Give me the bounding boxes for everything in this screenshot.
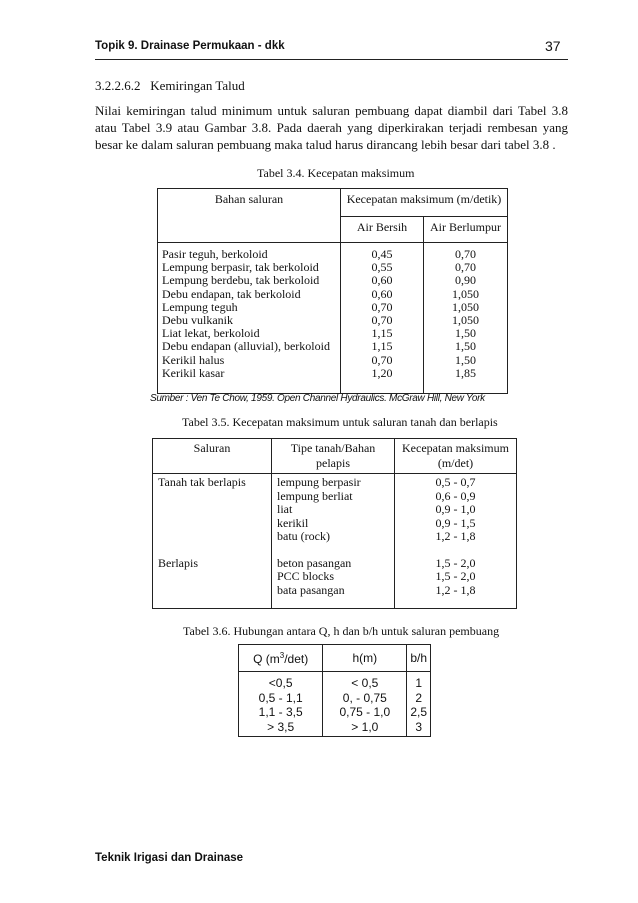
body-paragraph: Nilai kemiringan talud minimum untuk saluran pembuang dapat diambil dari Tabel 3.8 atau Tabel 3.9 atau Gambar 3.8. Pada daerah yang diperkirakan terjadi rembesan yang besar ke dalam saluran pembuang maka talud harus dirancang lebih besar dari tabel 3.8 . <box>95 103 568 152</box>
list-item: kerikil <box>277 515 309 530</box>
list-item: 1,50 <box>455 339 476 354</box>
t36-header-q-text: Q (m <box>253 651 280 666</box>
list-item: 1,15 <box>371 326 393 341</box>
list-item: Debu vulkanik <box>162 313 233 328</box>
list-item: 1,050 <box>452 286 479 301</box>
t35-type-column <box>272 474 395 609</box>
list-item: Lempung teguh <box>162 299 238 314</box>
table34-caption: Tabel 3.4. Kecepatan maksimum <box>257 166 415 180</box>
t34-muddy-column <box>424 243 508 394</box>
list-item: 0,6 - 0,9 <box>435 488 476 503</box>
list-item: > 3,5 <box>267 719 295 734</box>
list-item: Debu endapan (alluvial), berkoloid <box>162 339 330 354</box>
t36-header-q <box>239 645 323 672</box>
list-item: 1,5 - 2,0 <box>435 555 476 570</box>
t36-header-bh: b/h <box>407 645 431 672</box>
t35-velocity-column <box>395 474 517 609</box>
list-item: 0,70 <box>371 352 393 367</box>
list-item: PCC blocks <box>277 569 335 583</box>
list-item: < 0,5 <box>351 676 379 690</box>
table35-caption: Tabel 3.5. Kecepatan maksimum untuk saluran tanah dan berlapis <box>182 415 498 429</box>
list-item: 1,15 <box>371 339 393 354</box>
list-item: 0,70 <box>455 247 476 261</box>
list-item: 0,70 <box>371 299 393 314</box>
t35-header-velocity-line2: (m/det) <box>437 456 474 470</box>
running-footer: Teknik Irigasi dan Drainase <box>95 852 244 864</box>
list-item: <0,5 <box>268 676 293 690</box>
section-number: 3.2.2.6.2 <box>95 78 141 93</box>
t35-channel-column <box>153 474 272 609</box>
t35-header-type-line2: pelapis <box>316 456 350 470</box>
table36-caption: Tabel 3.6. Hubungan antara Q, h dan b/h untuk saluran pembuang <box>183 624 500 638</box>
list-item: batu (rock) <box>277 529 330 543</box>
table-3-6 <box>238 644 431 737</box>
table-3-4 <box>157 188 508 394</box>
t35-group-unlined: Tanah tak berlapis <box>158 475 246 489</box>
list-item: 0, - 0,75 <box>342 690 387 705</box>
t35-header-type-line1: Tipe tanah/Bahan <box>290 441 376 455</box>
t36-q-column <box>239 672 323 737</box>
list-item: 1 <box>415 676 422 690</box>
t36-header-q-sup: 3 <box>279 650 285 660</box>
t36-header-row <box>239 645 431 672</box>
list-item: 0,70 <box>455 260 476 275</box>
header-rule <box>95 59 568 60</box>
section-title: Kemiringan Talud <box>150 78 245 93</box>
list-item: 1,1 - 3,5 <box>258 705 303 719</box>
list-item: 0,9 - 1,5 <box>435 515 476 530</box>
list-item: 1,2 - 1,8 <box>435 529 476 543</box>
list-item: 0,55 <box>371 260 393 275</box>
t35-header-velocity <box>395 439 517 474</box>
list-item: Lempung berpasir, tak berkoloid <box>162 260 319 275</box>
list-item: 1,85 <box>455 365 476 380</box>
t36-h-column <box>323 672 407 737</box>
list-item: 0,60 <box>371 273 393 288</box>
list-item: 1,050 <box>452 313 479 328</box>
table-3-5 <box>152 438 517 609</box>
list-item: 0,9 - 1,0 <box>435 502 476 516</box>
list-item: > 1,0 <box>351 719 379 734</box>
list-item: 0,5 - 0,7 <box>435 475 476 489</box>
list-item: 0,5 - 1,1 <box>258 690 303 705</box>
list-item: 1,50 <box>455 352 476 367</box>
list-item: 1,2 - 1,8 <box>435 582 476 597</box>
section-heading <box>95 78 245 94</box>
list-item: 0,70 <box>371 313 393 328</box>
list-item: Liat lekat, berkoloid <box>162 326 260 341</box>
list-item: Lempung berdebu, tak berkoloid <box>162 273 320 288</box>
list-item: liat <box>277 502 293 516</box>
t35-header-velocity-line1: Kecepatan maksimum <box>402 441 509 455</box>
t35-body-row <box>153 474 517 609</box>
t36-bh-column <box>407 672 431 737</box>
t34-clean-column <box>341 243 424 394</box>
list-item: Kerikil kasar <box>162 365 225 380</box>
t36-header-h: h(m) <box>323 645 407 672</box>
t34-body-row <box>158 243 508 394</box>
t35-header-row <box>153 439 517 474</box>
t36-body-row <box>239 672 431 737</box>
t34-material-column <box>158 243 341 394</box>
list-item: lempung berliat <box>277 488 353 503</box>
list-item: 3 <box>415 719 422 734</box>
page-number: 37 <box>545 38 561 54</box>
list-item: Pasir teguh, berkoloid <box>162 247 268 261</box>
list-item: 2,5 <box>410 705 427 719</box>
list-item: Debu endapan, tak berkoloid <box>162 286 301 301</box>
list-item: 0,60 <box>371 286 393 301</box>
list-item: 1,20 <box>371 365 393 380</box>
list-item: 0,75 - 1,0 <box>339 705 391 719</box>
t34-header-muddy: Air Berlumpur <box>424 217 508 243</box>
list-item: 2 <box>415 690 422 705</box>
t35-header-channel: Saluran <box>153 439 272 474</box>
t34-header-material: Bahan saluran <box>158 189 341 243</box>
list-item: 1,50 <box>455 326 476 341</box>
t34-header-velocity: Kecepatan maksimum (m/detik) <box>341 189 508 217</box>
list-item: 0,90 <box>455 273 476 288</box>
list-item: bata pasangan <box>277 582 345 597</box>
table34-source: Sumber : Ven Te Chow, 1959. Open Channel Hydraulics. McGraw Hill, New York <box>150 393 485 404</box>
t36-header-q-unit: /det) <box>284 651 309 666</box>
list-item: Kerikil halus <box>162 352 225 367</box>
list-item: lempung berpasir <box>277 475 361 489</box>
list-item: 1,5 - 2,0 <box>435 569 476 583</box>
t34-header-clean: Air Bersih <box>341 217 424 243</box>
t35-group-lined: Berlapis <box>158 555 198 570</box>
list-item: 1,050 <box>452 299 479 314</box>
list-item: 0,45 <box>371 247 393 261</box>
running-header-title: Topik 9. Drainase Permukaan - dkk <box>95 40 285 52</box>
list-item: beton pasangan <box>277 555 352 570</box>
t35-header-type <box>272 439 395 474</box>
